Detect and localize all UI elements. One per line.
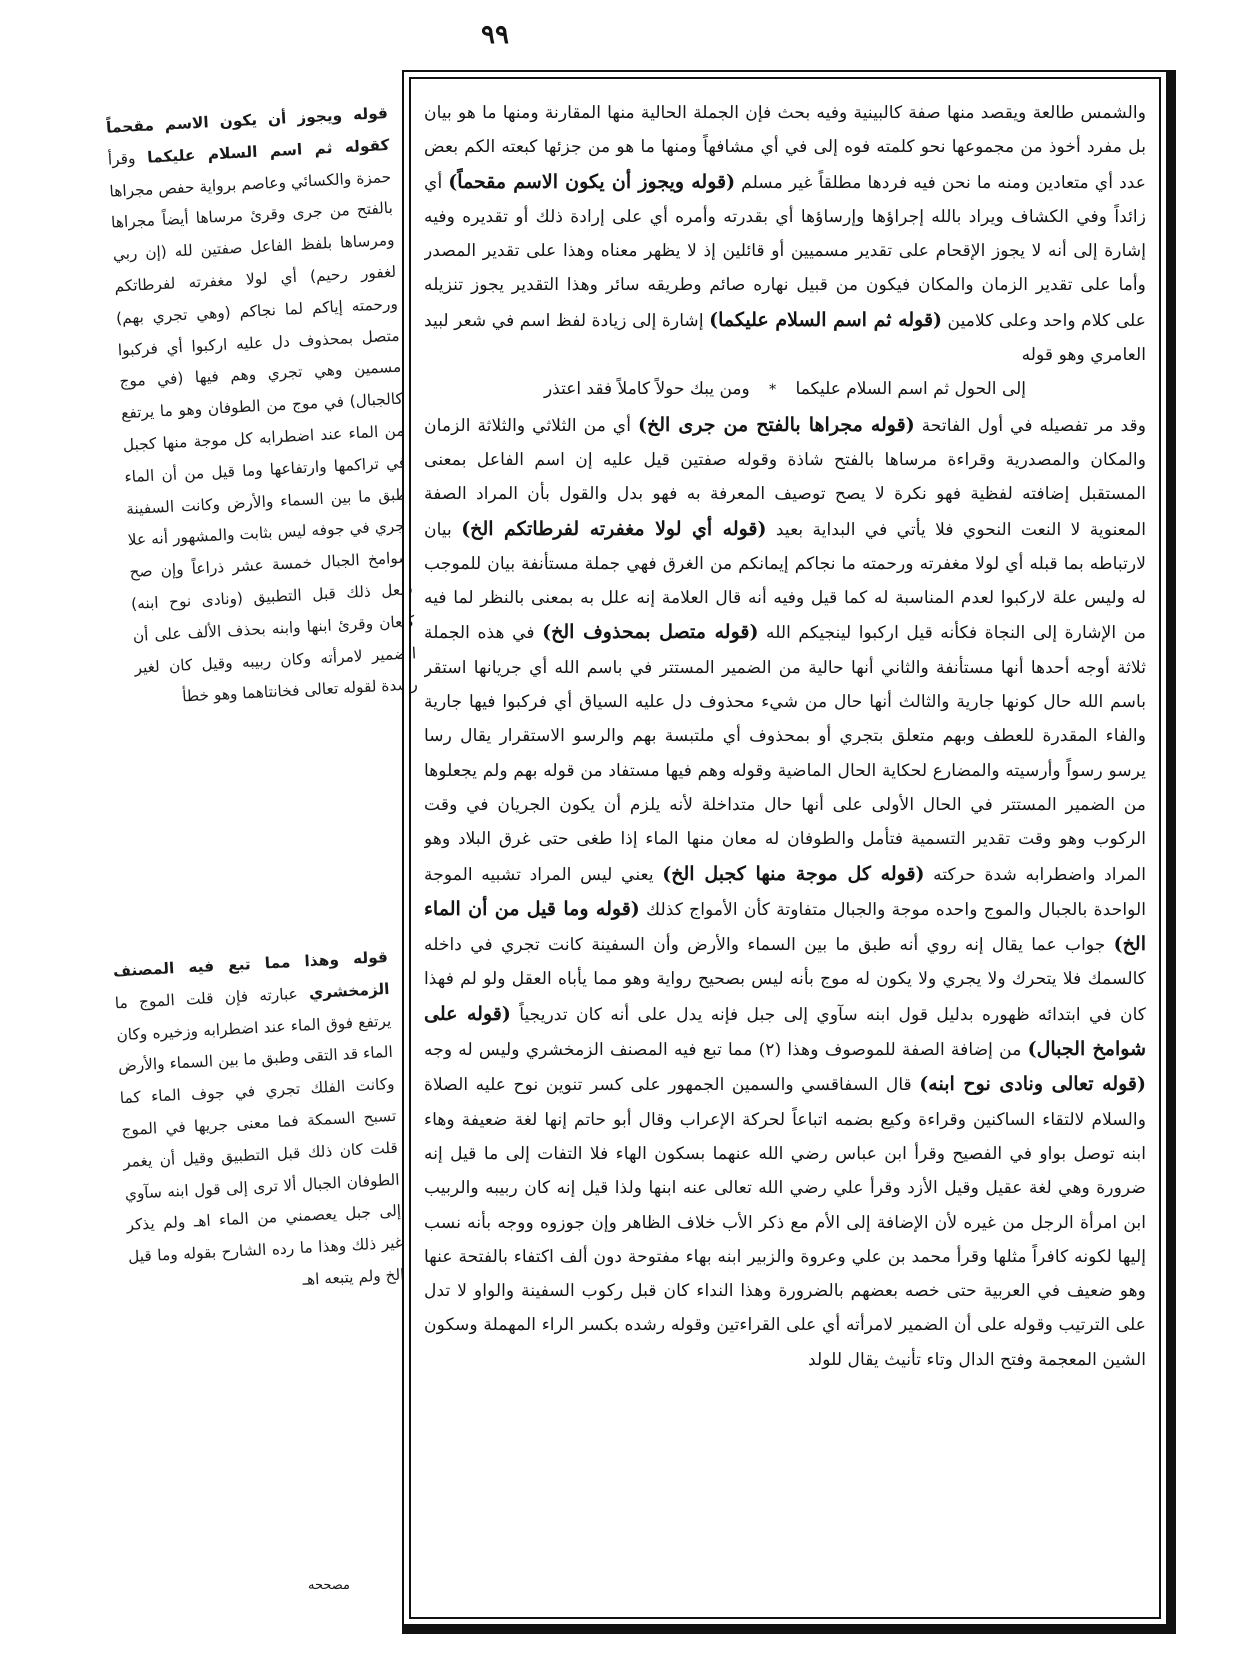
margin-note-top-heading: قوله ويجوز أن يكون الاسم مقحماً كقوله ثم اسم السلام عليكما [105,103,390,167]
main-paragraph [424,408,1146,1377]
lemma-heading: (قوله على شوامخ الجبال) [424,1002,1146,1061]
text-run: جواب عما يقال إنه روي أنه طبق ما بين السماء والأرض وأن السفينة كانت تجري في داخله كالسمك فلا يتحرك ولا يجري ولا يكون له موج بأنه ليس بصحيح رواية وهو مما يأباه العقل ولو لم فهذا كان في ابتدائه ظهوره بدليل قول ابنه سآوي إلى جبل فإنه يدل على أنه كان تدريجياً [424,935,1146,1025]
lemma-heading: (قوله ويجوز أن يكون الاسم مقحماً) [448,170,736,193]
text-run: قال السفاقسي والسمين الجمهور على كسر تنوين نوح عليه الصلاة والسلام لالتقاء الساكنين وقراءة وكيع بضمه اتباعاً لحركة الإعراب وقال أبو حاتم إنها لغة ضعيفة وهاء ابنه توصل بواو في الفصيح وقرأ ابن عباس رضي الله عنهما بسكون الهاء فلا التفات إلى ما قيل إنه ضرورة وهي لغة عقيل وقيل الأزد وقرأ علي رضي الله تعالى عنه ابنها ولذا قيل إنه كان ربيبه والربيب ابن امرأة الرجل من غيره لأن الإضافة إلى الأم مع ذكر الأب خلاف الظاهر وإن جوزوه ووجه بأنه نسب إليها لكونه كافراً مثلها وقرأ محمد بن علي وعروة والزبير ابنه بهاء مفتوحة دون ألف اكتفاء بالفتحة عنها وهو ضعيف في العربية حتى خصه بعضهم بالضرورة وهذا النداء كان قبل ركوب السفينة والواو لا تدل على الترتيب وقوله على أن الضمير لامرأته أي على القراءتين وقوله رشده بكسر الراء المهملة وسكون الشين المعجمة وفتح الدال وتاء تأنيث يقال للولد [424,1075,1146,1370]
lemma-heading: (قوله كل موجة منها كجبل الخ) [662,862,925,885]
text-run: والشمس طالعة ويقصد منها صفة كالبينية وفيه بحث فإن الجملة الحالية منها المقارنة ومنها ما هو بيان بل مفرد أخوذ من مجموعها نحو كلمته فوه إلى في أي مشافهاً ومنها ما هو من جزئها كبعته الكم بعض عدد أي متعادين ومنه ما نحن فيه فردها مطلقاً غير مسلم [424,103,1146,193]
text-run: إشارة إلى زيادة لفظ اسم في شعر لبيد العامري وهو قوله [424,310,1146,366]
text-run: بيان لارتباطه بما قبله أي لولا مغفرته ورحمته ما نجاكم إيمانكم من الغرق فهي جملة مستأنفة بيان للموجب له وليس علة لاركبوا لعدم المناسبة له كما قيل وفيه أنه قال العلامة إنه علل به بمعنى بالنظر لما فيه من الإشارة إلى النجاة فكأنه قيل اركبوا لينجيكم الله [424,519,1146,644]
verse-separator: * [769,382,777,399]
lemma-heading: (قوله أي لولا مغفرته لفرطاتكم الخ) [461,517,767,540]
margin-note-bottom-heading: قوله وهذا مما تبع فيه المصنف الزمخشري [112,947,390,1002]
text-run: أي زائداً وفي الكشاف ويراد بالله إجراؤها وإرساؤها أي بقدرته وأمره أي على إرادة ذلك أو تقديره وفيه إشارة إلى أنه لا يجوز الإقحام على تقدير مسميين أو قائلين إذ لا يظهر معناه وهذا على تقدير المصدر وأما على تقدير الزمان والمكان فيكون من قبيل نهاره صائم وطريقه سائر وهذا التقدير يجوز تنزيله على كلام واحد وعلى كلامين [424,172,1146,331]
margin-signature: مصححه [308,1578,350,1593]
main-paragraph [424,96,1146,372]
page-number: ٩٩ [481,20,509,50]
lemma-heading: (قوله متصل بمحذوف الخ) [542,621,759,644]
text-run: أي من الثلاثي والثلاثة الزمان والمكان والمصدرية وقراءة مرساها بالفتح شاذة وقوله صفتين قيل عليه إن اسم الفاعل بمعنى المستقبل إضافته لفظية فهو نكرة لا يصح توصيف المعرفة به فهو بدل والقول بأن المراد الصفة المعنوية لا النعت النحوي فلا يأتي في البداية بعيد [424,415,1146,540]
main-commentary-text [424,96,1146,1616]
margin-note-bottom-body: عبارته فإن قلت الموج ما يرتفع فوق الماء عند اضطرابه وزخيره وكان الماء قد التقى وطبق ما بين السماء والأرض وكانت الفلك تجري في جوف الماء كما تسبح السمكة فما معنى جريها في الموج قلت كان ذلك قبل التطبيق وقيل أن يغمر الطوفان الجبال ألا ترى إلى قول ابنه سآوي إلى جبل يعصمني من الماء اهـ ولم يذكر غير ذلك وهذا ما رده الشارح بقوله وما قيل الخ ولم يتبعه اهـ [114,984,405,1289]
lemma-heading: (قوله وما قيل من أن الماء الخ) [424,897,1146,956]
lemma-heading: (قوله ثم اسم السلام عليكما) [709,308,943,331]
verse-hemistich-second: ومن يبك حولاً كاملاً فقد اعتذر [543,379,750,400]
text-run: وقد مر تفصيله في أول الفاتحة [921,415,1146,436]
lemma-heading: (قوله تعالى ونادى نوح ابنه) [919,1073,1146,1096]
margin-note-top [105,98,418,716]
margin-note-top-body: وقرأ حمزة والكسائي وعاصم برواية حفص مجراها بالفتح من جرى وقرئ مرساها أيضاً مجراها ومرساها بلفظ الفاعل صفتين لله (إن ربي لغفور رحيم) أي لولا مغفرته لفرطاتكم ورحمته إياكم لما نجاكم (وهي تجري بهم) متصل بمحذوف دل عليه اركبوا أي فركبوا مسمين وهي تجري وهم فيها (في موج كالجبال) في موج من الطوفان وهو ما يرتفع من الماء عند اضطرابه كل موجة منها كجبل في تراكمها وارتفاعها وما قيل من أن الماء طبق ما بين السماء والأرض وكانت السفينة تجري في جوفه ليس بثابت والمشهور أنه علا شوامخ الجبال خمسة عشر ذراعاً وإن صح فلعل ذلك قبل التطبيق (ونادى نوح ابنه) كنعان وقرئ ابنها وابنه بحذف الألف على أن الضمير لامرأته وكان ربيبه وقيل كان لغير رشدة لقوله تعالى فخانتاهما وهو خطأ [107,149,419,706]
lemma-heading: (قوله مجراها بالفتح من جرى الخ) [637,413,915,436]
main-text-frame [402,70,1176,1634]
text-run: في هذه الجملة ثلاثة أوجه أحدها أنها مستأنفة والثاني أنها حالية من الضمير المستتر في باسم الله أي جريانها استقر باسم الله حال كونها جارية والثالث أنها حال من شيء محذوف دل عليه السياق أي فركبوا فيها جارية والفاء المقدرة للعطف وبهم متعلق بتجري أو بمحذوف أي ملتبسة بهم والرسو الاستقرار يقال رسا يرسو رسواً وأرسيته والمضارع لحكاية الحال الماضية وقوله وهم فيها مستفاد من قوله بهم ولم يجعلوها من الضمير المستتر في الحال الأولى على أنها حال متداخلة لأنه يلزم أن يكون الجريان في وقت الركوب وهو وقت تقدير التسمية فتأمل والطوفان له معان منها الماء إذا طغى حتى غرق البلاد وهو المراد واضطرابه شدة حركته [424,623,1146,885]
poetry-verse [424,372,1146,407]
text-run: من إضافة الصفة للموصوف وهذا (٢) مما تبع فيه المصنف الزمخشري وليس له وجه [424,1040,1022,1061]
text-run: يعني ليس المراد تشبيه الموجة الواحدة بالجبال والموج واحده موجة والجبال متفاوتة كأن الأمواج كذلك [424,864,1146,920]
margin-note-bottom [112,942,405,1306]
verse-hemistich-first: إلى الحول ثم اسم السلام عليكما [795,379,1027,400]
